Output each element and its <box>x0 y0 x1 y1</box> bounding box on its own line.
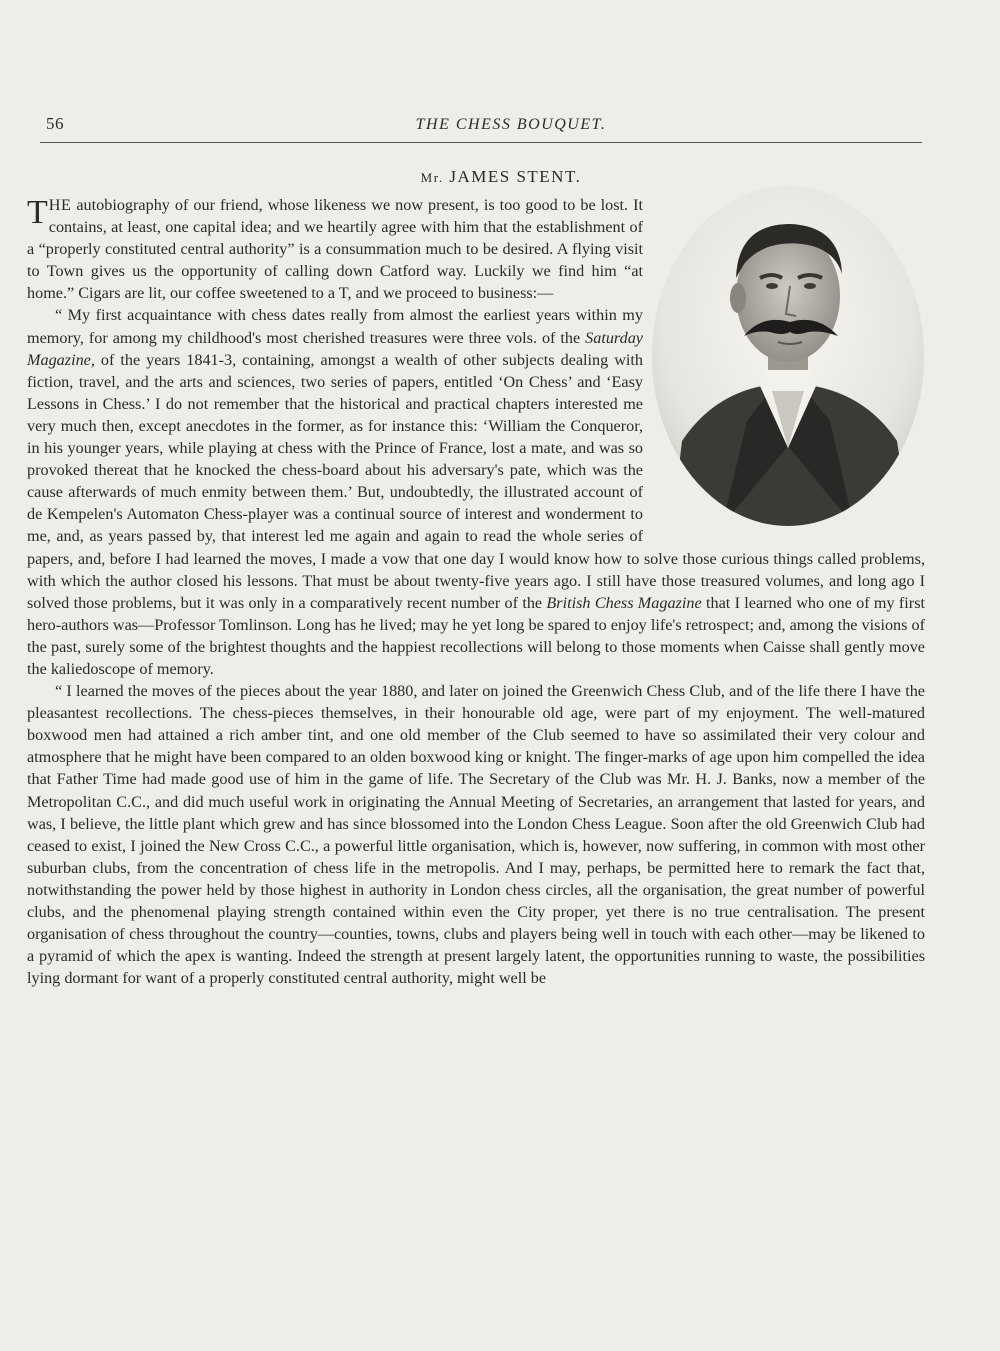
magazine-title-british-chess: British Chess Magazine <box>546 593 702 612</box>
magazine-title-saturday: Saturday Magazine, <box>27 328 643 369</box>
running-head <box>40 112 922 143</box>
article-body <box>27 194 925 989</box>
paragraph-1-text: autobiography of our friend, whose likeness we now present, is too good to be lost. It contains, at least, one capital idea; and we heartily agree with him that the establishment of a “properly constituted central authority” is a consummation much to be desired. A flying visit to Town gives us the opportunity of calling down Catford way. Luckily we find him “at home.” Cigars are lit, our coffee sweetened to a T, and we proceed to business:— <box>27 196 643 303</box>
lead-letters: HE <box>48 196 72 214</box>
page-number: 56 <box>46 114 64 133</box>
title-prefix: Mr. <box>420 170 444 185</box>
running-title: THE CHESS BOUQUET. <box>415 116 607 133</box>
paragraph-2-part-3: that I learned who one of my first hero-authors was—Professor Tomlinson. Long has he lived; may he yet long be spared to enjoy life's retrospect; and, among the visions of the past, surely some of the brightest thoughts and the happiest recollections will belong to those moments when Caisse shall gently move the kaliedoscope of memory. <box>27 593 925 678</box>
paragraph-2-part-1: “ My first acquaintance with chess dates really from almost the earliest years within my memory, for among my childhood's most cherished treasures were three vols. of the <box>27 306 643 347</box>
paragraph-2-part-2: of the years 1841-3, containing, amongst a wealth of other subjects dealing with fiction, travel, and the arts and sciences, two series of papers, entitled ‘On Chess’ and ‘Easy Lessons in Chess.’ I do not remember that the historical and practical chapters interested me very much then, except anecdotes in the former, as for instance this: ‘William the Conqueror, in his younger years, while playing at chess with the Prince of France, lost a mate, and was so provoked thereat that he knocked the chess-board about his adversary's pate, which was the cause afterwards of much enmity between them.’ But, undoubtedly, the illustrated account of de Kempelen's Automaton Chess-player was a continual source of interest and wonderment to me, and, as years passed by, that interest led me again and again to read the whole series of papers, and, before I had learned the moves, I made a vow that one day I would know how to solve those curious things called problems, with which the author closed his lessons. That must be about twenty-five years ago. I still have those treasured volumes, and long ago I solved those problems, but it was only in a comparatively recent number of the <box>27 350 925 612</box>
paragraph-3 <box>27 680 925 989</box>
portrait-spacer <box>643 198 925 534</box>
paragraph-3-text: “ I learned the moves of the pieces about the year 1880, and later on joined the Greenwich Chess Club, and of the life there I have the pleasantest recollections. The chess-pieces themselves, in their honourable old age, were part of my enjoyment. The well-matured boxwood men had attained a rich amber tint, and one old member of the Club seemed to have so assimilated their very colour and atmosphere that he might have been compared to an olden boxwood king or knight. The finger-marks of age upon him compelled the idea that Father Time had made good use of him in the game of life. The Secretary of the Club was Mr. H. J. Banks, now a member of the Metropolitan C.C., and did much useful work in originating the Annual Meeting of Secretaries, an arrangement that lasted for years, and was, I believe, the little plant which grew and has since blossomed into the London Chess League. Soon after the old Greenwich Club had ceased to exist, I joined the New Cross C.C., a powerful little organisation, which is, however, now suffering, in common with most other suburban clubs, from the concentration of chess life in the metropolis. And I may, perhaps, be permitted here to remark the fact that, notwithstanding the power held by those highest in authority in London chess circles, all the organisation, the great number of powerful clubs, and the phenomenal playing strength contained within even the City proper, yet there is no true centralisation. The present organisation of chess throughout the country—counties, towns, clubs and players being well in touch with each other—may be likened to a pyramid of which the apex is wanting. Indeed the strength at present largely latent, the opportunities running to waste, the possibilities lying dormant for want of a properly constituted central authority, might well be <box>27 682 925 988</box>
drop-cap: T <box>27 194 48 231</box>
article-title <box>40 167 922 187</box>
title-name: JAMES STENT. <box>449 167 582 186</box>
